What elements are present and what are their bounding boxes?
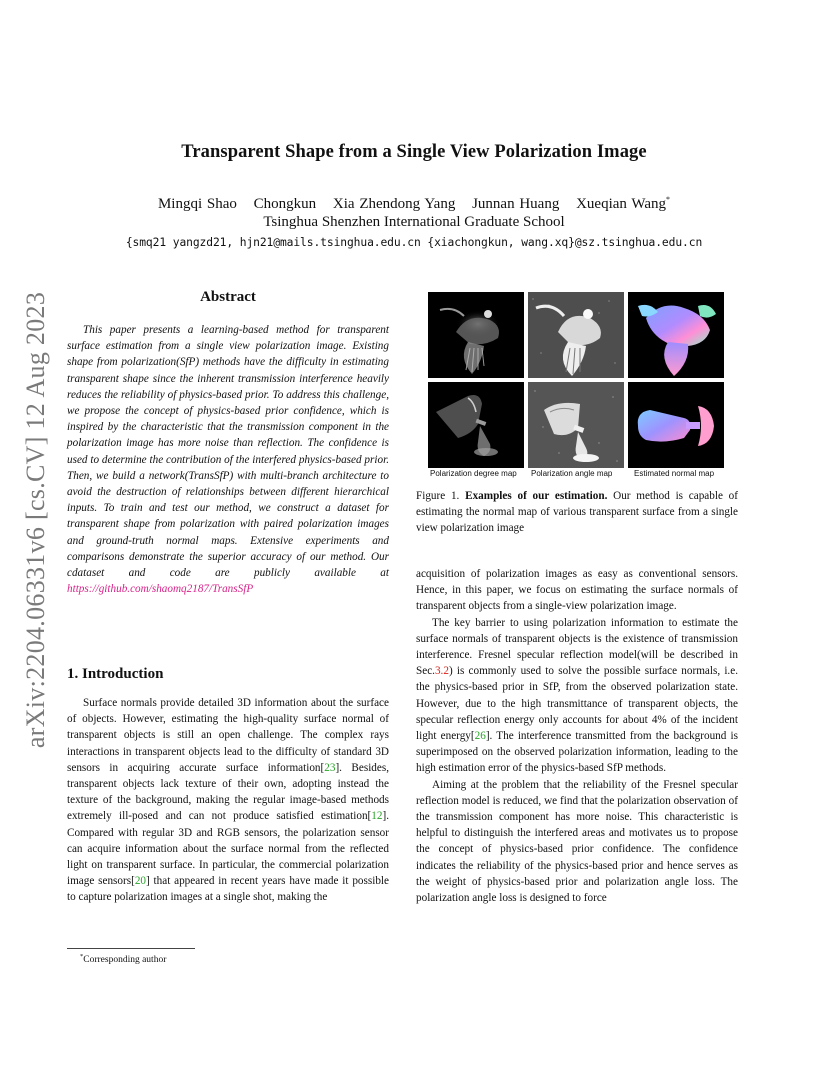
body-paragraph: The key barrier to using polarization information to estimate the surface normals of transparent objects is the existence of transmission interference. Fresnel specular reflection model(will be described in Sec.3.2) is commonly used to solve the possible surface normals, i.e. the physics-based prior in SfP, from the observed polarization state. However, due to the high transmittance of transparent objects, the specular reflection energy only accounts for about 4% of the incident light energy[26]. The interference transmitted from the background is superimposed on the observed polarization information, leading to the high estimation error of the physics-based SfP methods. — [416, 616, 738, 775]
author-name: Chongkun — [253, 196, 317, 212]
author-name: Xia Zhendong Yang — [332, 196, 456, 212]
right-column-text — [416, 566, 738, 906]
section-ref-link[interactable]: 3.2 — [434, 665, 449, 678]
figure-caption: Figure 1. Examples of our estimation. Our method is capable of estimating the normal map of various transparent surface from a single view polarization image — [416, 490, 739, 535]
citation-link[interactable]: 20 — [134, 875, 146, 888]
paper-title: Transparent Shape from a Single View Polarization Image — [181, 142, 647, 162]
abstract-body — [67, 322, 389, 597]
section-heading-introduction: 1. Introduction — [67, 666, 164, 682]
body-paragraph: Aiming at the problem that the reliability of the Fresnel specular reflection model is reduced, we find that the polarization observation of the transmission component has more noise. This characteristic is helpful to distinguish the interfered areas and motivates us to propose the concept of physics-based prior confidence. The confidence indicates the reliability of the physics-based prior and hence serves as the weight of physics-based prior and polarization angle loss. The polarization angle loss is designed to force — [416, 778, 738, 905]
intro-paragraph: Surface normals provide detailed 3D information about the surface of objects. However, estimating the high-quality surface normal of transparent objects is still an open challenge. The complex rays interactions in transparent objects lead to the difficulty of standard 3D sensors in acquiring accurate surface information[23]. Besides, transparent objects lack texture of their own, adopting instead the texture of the background, making the regular image-based methods extremely ill-posed and can not produce satisfied estimation[12]. Compared with regular 3D and RGB sensors, the polarization sensor can acquire information about the surface normal from the reflected light on transparent surface. In particular, the commercial polarization image sensors[20] that appeared in recent years have made it possible to capture polarization images at a single shot, making the — [67, 697, 390, 904]
figure-label: Estimated normal map — [634, 469, 715, 478]
corresponding-mark: * — [666, 195, 671, 204]
figure-1 — [428, 292, 738, 482]
polarization-degree-image-glass — [428, 382, 524, 468]
arxiv-identifier[interactable]: arXiv:2204.06331v6 [cs.CV] 12 Aug 2023 — [21, 291, 50, 749]
figure-label: Polarization angle map — [531, 469, 613, 478]
polarization-angle-image-bird — [528, 292, 624, 378]
citation-link[interactable]: 12 — [371, 810, 383, 823]
estimated-normal-image-bird — [628, 292, 724, 378]
citation-link[interactable]: 23 — [324, 761, 336, 774]
abstract-text: This paper presents a learning-based method for transparent surface estimation from a single view polarization image. Existing shape from polarization(SfP) methods have the difficulty in estimating transparent shape since the inherent transmission interference heavily reduces the reliability of physics-based prior. To address this challenge, we propose the concept of physics-based prior confidence, which is inspired by the characteristic that the transmission component in the polarization image has more noise than reflection. The confidence is used to determine the contribution of the interfered physics-based prior. Then, we build a network(TransSfP) with multi-branch architecture to avoid the destruction of relationships between different hierarchical inputs. To train and test our method, we construct a dataset for transparent shape from polarization with paired polarization images and ground-truth normal maps. Extensive experiments and comparisons demonstrate the superior accuracy of our method. Our cdataset and code are publicly available at — [67, 324, 389, 580]
author-name: Xueqian Wang* — [576, 195, 671, 212]
polarization-degree-image-bird — [428, 292, 524, 378]
figure-label: Polarization degree map — [430, 469, 517, 478]
citation-link[interactable]: 26 — [474, 730, 486, 743]
footnote: *Corresponding author — [80, 953, 167, 965]
body-paragraph: acquisition of polarization images as easy as conventional sensors. Hence, in this paper, we focus on estimating the surface normals of transparent objects from a single-view polarization image. — [416, 568, 738, 613]
author-list — [0, 195, 828, 213]
polarization-angle-image-glass — [528, 382, 624, 468]
arxiv-sidebar — [14, 280, 58, 760]
author-name: Junnan Huang — [472, 196, 560, 212]
author-emails[interactable]: {smq21 yangzd21, hjn21@mails.tsinghua.edu.cn {xiachongkun, wang.xq}@sz.tsinghua.edu.cn — [125, 236, 703, 249]
estimated-normal-image-glass — [628, 382, 724, 468]
abstract-heading: Abstract — [200, 289, 256, 305]
author-name: Mingqi Shao — [157, 196, 237, 212]
affiliation: Tsinghua Shenzhen International Graduate School — [263, 214, 565, 230]
code-link[interactable]: https://github.com/shaomq2187/TransSfP — [67, 583, 254, 596]
footnote-rule — [67, 948, 195, 949]
